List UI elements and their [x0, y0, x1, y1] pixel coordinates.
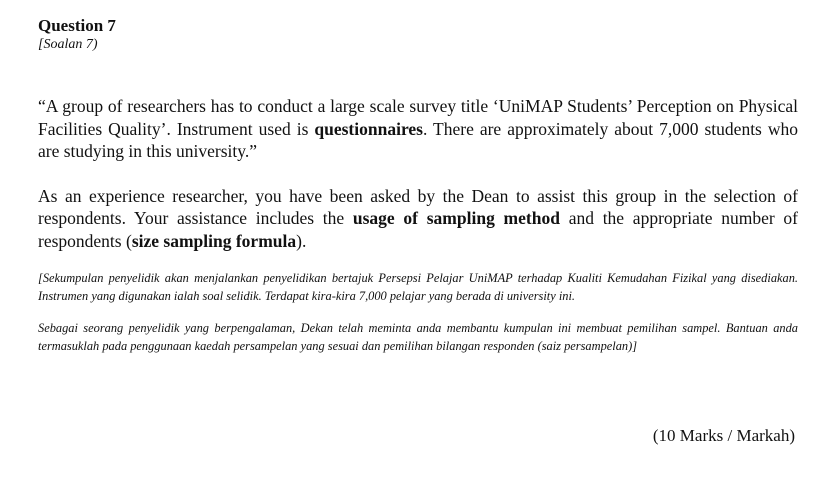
- task-bold-method: usage of sampling method: [352, 208, 560, 228]
- task-text-3: ).: [296, 230, 307, 251]
- malay-scenario-paragraph: [Sekumpulan penyelidik akan menjalankan penyelidikan bertajuk Persepsi Pelajar UniMAP terhadap Kualiti Kemudahan Fizikal yang disediakan. Instrumen yang digunakan ialah soal selidik. Terdapat kira-kira 7,000 pelajar yang berada di university ini.: [38, 271, 798, 303]
- marks-label: (10 Marks / Markah): [652, 426, 795, 445]
- task-paragraph: [38, 185, 798, 253]
- question-title: Question 7: [38, 16, 116, 35]
- question-block: [38, 16, 798, 355]
- question-subtitle: [Soalan 7): [38, 37, 98, 52]
- task-text-2: and the appropriate number of respondents (: [38, 208, 798, 251]
- task-text-1: As an experience researcher, you have been asked by the Dean to assist this group in the selection of respondents. Your assistance includes the: [38, 185, 798, 228]
- scenario-text-2: . There are approximately about 7,000 students who are studying in this university.”: [38, 118, 798, 161]
- scenario-bold-instrument: questionnaires: [314, 118, 423, 139]
- task-bold-formula: size sampling formula: [131, 230, 297, 251]
- scenario-paragraph: [38, 95, 798, 163]
- malay-task-paragraph: Sebagai seorang penyelidik yang berpengalaman, Dekan telah meminta anda membantu kumpulan ini membuat pemilihan sampel. Bantuan anda termasuklah pada penggunaan kaedah persampelan yang sesuai dan pemilihan bilangan responden (saiz persampelan)]: [38, 321, 798, 353]
- scenario-text-1: “A group of researchers has to conduct a large scale survey title ‘UniMAP Students’ Perception on Physical Facilities Quality’. Instrument used is: [38, 96, 798, 139]
